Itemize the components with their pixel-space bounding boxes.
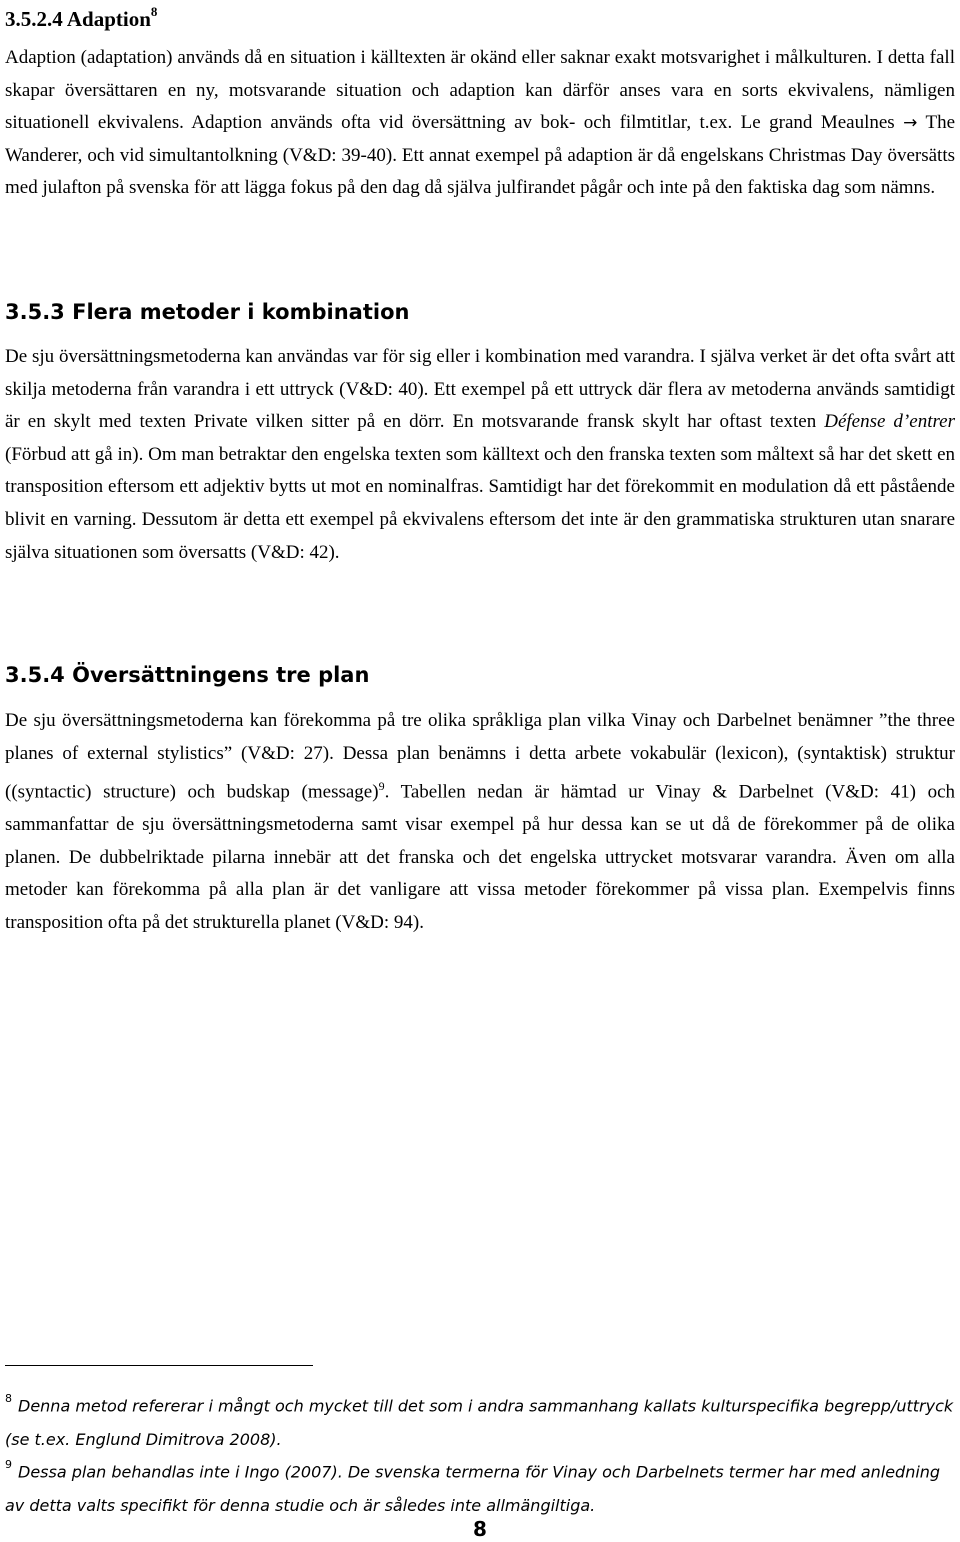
footnote-ref-9: 9	[378, 779, 385, 794]
italic-example: Défense d’entrer	[824, 411, 955, 433]
arrow-right-icon: →	[903, 113, 918, 134]
page-number: 8	[473, 1517, 487, 1541]
section-heading-adaption	[5, 0, 157, 33]
footnote-text: Dessa plan behandlas inte i Ingo (2007). De svenska termerna för Vinay och Darbelnets termer har med anledning av detta valts specifikt för denna studie och är således inte allmängiltiga.	[5, 1462, 941, 1516]
section-heading-kombination: 3.5.3 Flera metoder i kombination	[5, 300, 410, 324]
section-number: 3.5.2.4	[5, 7, 63, 31]
footnote-number: 9	[5, 1458, 12, 1471]
footnote-8	[5, 1385, 955, 1457]
footnote-ref-8: 8	[150, 4, 158, 19]
paragraph-text: (Förbud att gå in). Om man betraktar den engelska texten som källtext och den franska texten som måltext så har det skett en transposition eftersom ett adjektiv bytts ut mot en nominalfras. Samtidigt har det förekommit en modulation då ett påstående blivit en varning. Dessutom är detta ett exempel på ekvivalens eftersom det inte är den grammatiska strukturen utan snarare själva situationen som översatts (V&D: 42).	[5, 443, 955, 563]
footnote-number: 8	[5, 1392, 12, 1405]
section-title: Adaption	[66, 7, 151, 31]
footnote-9	[5, 1451, 955, 1523]
footnote-text: Denna metod refererar i mångt och mycket till det som i andra sammanhang kallats kulturspecifika begrepp/uttryck (se t.ex. Englund Dimitrova 2008).	[5, 1396, 954, 1450]
paragraph-text: The Wanderer, och vid simultantolkning (V&D: 39-40). Ett annat exempel på adaption är då engelskans Christmas Day översätts med julafton på svenska för att lägga fokus på den dag då själva julfirandet pågår och inte på den faktiska dag som nämns.	[5, 112, 955, 199]
paragraph-adaption	[5, 42, 955, 205]
paragraph-text: Adaption (adaptation) används då en situation i källtexten är okänd eller saknar exakt motsvarighet i målkulturen. I detta fall skapar översättaren en ny, motsvarande situation och adaption kan därför anses vara en sorts ekvivalens, nämligen situationell ekvivalens. Adaption används ofta vid översättning av bok- och filmtitlar, t.ex. Le grand Meaulnes	[5, 47, 955, 134]
section-heading-plan: 3.5.4 Översättningens tre plan	[5, 663, 370, 687]
paragraph-plan	[5, 705, 955, 939]
paragraph-kombination	[5, 341, 955, 569]
footnote-separator	[5, 1365, 313, 1366]
paragraph-text: De sju översättningsmetoderna kan användas var för sig eller i kombination med varandra. I själva verket är det ofta svårt att skilja metoderna från varandra i ett uttryck (V&D: 40). Ett exempel på ett uttryck där flera av metoderna används samtidigt är en skylt med texten Private vilken sitter på en dörr. En motsvarande fransk skylt har oftast texten	[5, 346, 955, 433]
paragraph-text: De sju översättningsmetoderna kan förekomma på tre olika språkliga plan vilka Vinay och Darbelnet benämner ”the three planes of external stylistics” (V&D: 27). Dessa plan benämns i detta arbete vokabulär (lexicon), (syntaktisk) struktur ((syntactic) structure) och budskap (message)	[5, 710, 955, 803]
paragraph-text: . Tabellen nedan är hämtad ur Vinay & Darbelnet (V&D: 41) och sammanfattar de sju översättningsmetoderna samt visar exempel på hur dessa kan se ut då de förekommer på de olika planen. De dubbelriktade pilarna innebär att det franska och det engelska uttrycket motsvarar varandra. Även om alla metoder kan förekomma på alla plan är det vanligare att vissa metoder förekommer på vissa plan. Exempelvis finns transposition ofta på det strukturella planet (V&D: 94).	[5, 781, 955, 933]
